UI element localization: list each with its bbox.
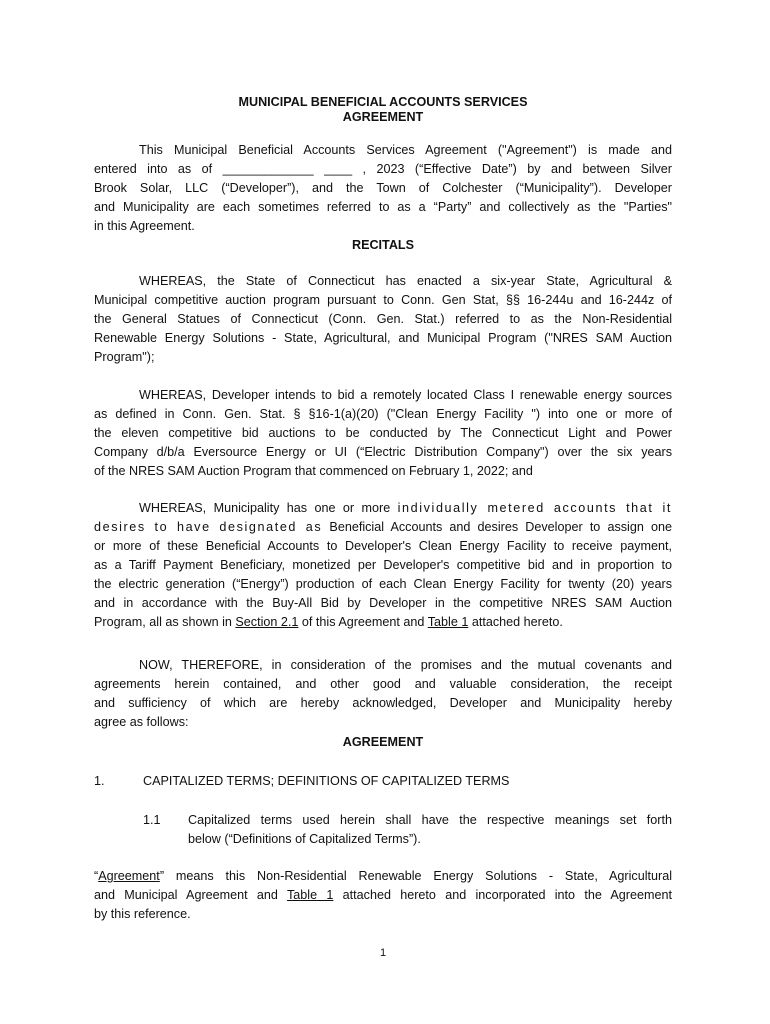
- whereas-3-line: as a Tariff Payment Beneficiary, monetized per Developer's competitive bid and in proportion to: [94, 558, 672, 572]
- whereas-3-spaced-text: desires to have designated as: [94, 520, 323, 534]
- definition-text: and Municipal Agreement and: [94, 888, 287, 902]
- intro-line: in this Agreement.: [94, 219, 195, 233]
- whereas-3-line: or more of these Beneficial Accounts to Developer's Clean Energy Facility to receive payment,: [94, 539, 672, 553]
- whereas-1-line: Municipal competitive auction program pursuant to Conn. Gen Stat, §§ 16-244u and 16-244z of: [94, 293, 672, 307]
- definition-text: ” means this Non-Residential Renewable Energy Solutions - State, Agricultural: [159, 869, 672, 883]
- section-1-number: 1.: [94, 774, 105, 788]
- whereas-1-line: Program");: [94, 350, 155, 364]
- now-therefore-line: agreements herein contained, and other good and valuable consideration, the receipt: [94, 677, 672, 691]
- whereas-2-line: Company d/b/a Eversource Energy or UI (“Electric Distribution Company") over the six years: [94, 445, 672, 459]
- agreement-heading: AGREEMENT: [342, 735, 424, 749]
- section-1-title: CAPITALIZED TERMS; DEFINITIONS OF CAPITALIZED TERMS: [143, 774, 510, 788]
- intro-line: and Municipality are each sometimes referred to as a “Party” and collectively as the "Parties": [94, 200, 672, 214]
- whereas-2-line: the eleven competitive bid auctions to be conducted by The Connecticut Light and Power: [94, 426, 672, 440]
- whereas-3-text: Beneficial Accounts and desires Developer to assign one: [322, 520, 673, 534]
- whereas-3-text: of this Agreement and: [298, 615, 428, 629]
- whereas-3-text: attached hereto.: [468, 615, 563, 629]
- whereas-1-line: the General Statues of Connecticut (Conn. Gen. Stat.) referred to as the Non-Residential: [94, 312, 672, 326]
- section-1-1-line: Capitalized terms used herein shall have the respective meanings set forth: [188, 813, 672, 827]
- whereas-3-line: the electric generation (“Energy”) production of each Clean Energy Facility for twenty (20) years: [94, 577, 672, 591]
- whereas-2-line: of the NRES SAM Auction Program that commenced on February 1, 2022; and: [94, 464, 533, 478]
- title-line-1: MUNICIPAL BENEFICIAL ACCOUNTS SERVICES: [238, 95, 528, 109]
- now-therefore-line: NOW, THEREFORE, in consideration of the promises and the mutual covenants and: [139, 658, 672, 672]
- table-1-link[interactable]: Table 1: [427, 615, 469, 629]
- whereas-3-line: [94, 613, 563, 632]
- section-1-1-line: below (“Definitions of Capitalized Terms”).: [188, 832, 421, 846]
- table-1-link[interactable]: Table 1: [286, 888, 334, 902]
- whereas-2-line: as defined in Conn. Gen. Stat. § §16-1(a)(20) ("Clean Energy Facility ") into one or more of: [94, 407, 672, 421]
- whereas-3-text: WHEREAS, Municipality has one or more: [139, 501, 398, 515]
- whereas-1-line: WHEREAS, the State of Connecticut has enacted a six-year State, Agricultural &: [139, 274, 672, 288]
- whereas-3-text: Program, all as shown in: [94, 615, 236, 629]
- whereas-3-spaced-text: individually metered accounts that it: [397, 501, 672, 515]
- intro-line: Brook Solar, LLC (“Developer”), and the Town of Colchester (“Municipality”). Developer: [94, 181, 672, 195]
- definition-quote: “: [94, 869, 99, 883]
- recitals-heading: RECITALS: [351, 238, 415, 252]
- definition-line: by this reference.: [94, 907, 191, 921]
- intro-line: This Municipal Beneficial Accounts Services Agreement ("Agreement") is made and: [139, 143, 672, 157]
- definition-line: [94, 886, 672, 905]
- page-number: 1: [379, 947, 387, 959]
- definition-text: attached hereto and incorporated into the Agreement: [333, 888, 673, 902]
- whereas-2-line: WHEREAS, Developer intends to bid a remotely located Class I renewable energy sources: [139, 388, 672, 402]
- now-therefore-line: and sufficiency of which are hereby acknowledged, Developer and Municipality hereby: [94, 696, 672, 710]
- now-therefore-line: agree as follows:: [94, 715, 189, 729]
- section-1-1-number: 1.1: [143, 813, 161, 827]
- intro-line: entered into as of _____________ ____ , 2023 (“Effective Date”) by and between Silver: [94, 162, 672, 176]
- section-2-1-link[interactable]: Section 2.1: [235, 615, 299, 629]
- title-line-2: AGREEMENT: [342, 110, 424, 124]
- whereas-3-line: [139, 499, 672, 518]
- whereas-1-line: Renewable Energy Solutions - State, Agricultural, and Municipal Program ("NRES SAM Auction: [94, 331, 672, 345]
- definition-line: [94, 867, 672, 886]
- whereas-3-line: and in accordance with the Buy-All Bid by Developer in the competitive NRES SAM Auction: [94, 596, 672, 610]
- definition-term: Agreement: [98, 869, 160, 883]
- whereas-3-line: [94, 518, 672, 537]
